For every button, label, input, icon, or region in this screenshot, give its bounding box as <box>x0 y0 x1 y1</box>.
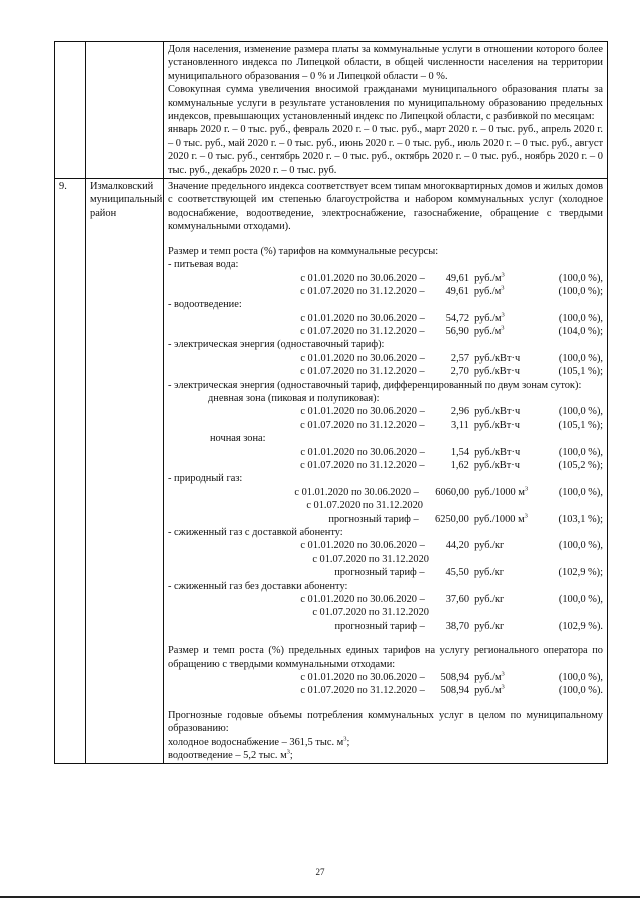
tariffs-title: Размер и темп роста (%) тарифов на коммунальные ресурсы: <box>168 245 439 257</box>
sewer-title: - водоотведение: <box>168 299 242 311</box>
tariff-row: с 01.01.2020 по 30.06.2020 – 49,61 $руб./м^3$ (100,0 %), <box>300 271 604 284</box>
tariff-row: с 01.01.2020 по 30.06.2020 – 2,57 руб./кВт·ч (100,0 %), <box>300 352 604 364</box>
total-increase-paragraph: Совокупная сумма увеличения вносимой гражданами муниципального образования платы за коммунальные услуги в результате установления по муниципальному образованию предельных индексов, превышающих установленный индекс по Липецкой области, с разбивкой по месяцам: <box>168 84 603 123</box>
tariff-row: с 01.07.2020 по 31.12.2020 – 2,70 руб./кВт·ч (105,1 %); <box>300 366 603 378</box>
day-zone-title: дневная зона (пиковая и полупиковая): <box>208 393 380 405</box>
table-row <box>55 179 608 764</box>
tariff-row: с 01.01.2020 по 30.06.2020 – 508,94 $руб./м^3$ (100,0 %), <box>300 670 604 683</box>
row-number: 9. <box>55 179 86 764</box>
index-intro-paragraph: Значение предельного индекса соответствует всем типам многоквартирных домов и жилых домов с соответствующей им степенью благоустройства и набором коммунальных услуг (холодное водоснабжение, водоотведение, электроснабжение, газоснабжение, обращение с твердыми коммунальными отходами). <box>168 181 603 233</box>
tariff-row: прогнозный тариф – 38,70 руб./кг (102,9 %). <box>334 620 604 632</box>
tariff-row: прогнозный тариф – 6250,00 руб./1000 $м^3$ (103,1 %); <box>328 512 603 525</box>
population-share-paragraph: Доля населения, изменение размера платы за коммунальные услуги в отношении которого более установленного индекса по Липецкой области, в общей численности населения на территории муниципального образования – 0 % и Липецкой области – 0 %. <box>168 44 603 82</box>
monthly-breakdown-paragraph: январь 2020 г. – 0 тыс. руб., февраль 2020 г. – 0 тыс. руб., март 2020 г. – 0 тыс. руб., апрель 2020 г. – 0 тыс. руб., май 2020 г. – 0 тыс. руб., июнь 2020 г. – 0 тыс. руб., июль 2020 г. – 0 тыс. руб., август 2020 г. – 0 тыс. руб., сентябрь 2020 г. – 0 тыс. руб., октябрь 2020 г. – 0 тыс. руб., ноябрь 2020 г. – 0 тыс. руб., декабрь 2020 г. – 0 тыс. руб. <box>168 124 603 176</box>
page-number: 27 <box>315 867 325 877</box>
tariff-row: с 01.07.2020 по 31.12.2020 – 3,11 руб./кВт·ч (105,1 %); <box>300 419 603 431</box>
electricity-title: - электрическая энергия (одноставочный тариф): <box>168 339 385 351</box>
tariff-row: с 01.01.2020 по 30.06.2020 – 6060,00 руб./1000 $м^3$ (100,0 %), <box>294 485 603 498</box>
tariff-row: с 01.01.2020 по 30.06.2020 – 1,54 руб./кВт·ч (100,0 %), <box>300 446 604 458</box>
content-cell <box>164 179 608 764</box>
cold-water-volume: холодное водоснабжение – 361,5 тыс. $м^3$; <box>168 735 350 748</box>
table-row <box>55 42 608 179</box>
tariff-row: с 01.07.2020 по 31.12.2020 <box>306 500 423 512</box>
tariff-row: с 01.07.2020 по 31.12.2020 <box>312 607 429 619</box>
tariff-row: с 01.07.2020 по 31.12.2020 <box>312 553 429 565</box>
lpg-delivery-title: - сжиженный газ с доставкой абоненту: <box>168 527 343 539</box>
tariff-row: с 01.01.2020 по 30.06.2020 – 37,60 руб./кг (100,0 %), <box>300 594 604 605</box>
district-name: Измалковский муниципальный район <box>86 179 164 764</box>
volumes-title: Прогнозные годовые объемы потребления коммунальных услуг в целом по муниципальному образованию: <box>168 709 603 735</box>
row-number-cell-empty <box>55 42 86 179</box>
tariff-row: с 01.07.2020 по 31.12.2020 – 56,90 $руб./м^3$ (104,0 %); <box>300 324 603 338</box>
natural-gas-title: - природный газ: <box>168 473 243 485</box>
lpg-nodelivery-title: - сжиженный газ без доставки абоненту: <box>168 580 348 592</box>
bottom-divider <box>0 896 640 898</box>
water-title: - питьевая вода: <box>168 259 239 271</box>
indices-table <box>54 41 608 764</box>
night-zone-title: ночная зона: <box>210 433 266 445</box>
tariff-row: прогнозный тариф – 45,50 руб./кг (102,9 %); <box>334 567 603 579</box>
sewerage-volume: водоотведение – 5,2 тыс. $м^3$; <box>168 748 293 761</box>
district-cell-empty <box>86 42 164 179</box>
tariff-row: с 01.07.2020 по 31.12.2020 – 1,62 руб./кВт·ч (105,2 %); <box>300 460 603 472</box>
waste-tariffs-title: Размер и темп роста (%) предельных единых тарифов на услугу регионального оператора по обращению с твердыми коммунальными отходами: <box>168 645 603 670</box>
electricity-zones-title: - электрическая энергия (одноставочный тариф, дифференцированный по двум зонам суток): <box>168 379 582 391</box>
tariff-row: с 01.07.2020 по 31.12.2020 – 508,94 $руб./м^3$ (100,0 %). <box>300 683 604 697</box>
tariff-row: с 01.01.2020 по 30.06.2020 – 2,96 руб./кВт·ч (100,0 %), <box>300 406 604 418</box>
tariff-row: с 01.01.2020 по 30.06.2020 – 54,72 $руб./м^3$ (100,0 %), <box>300 311 604 324</box>
tariff-row: с 01.01.2020 по 30.06.2020 – 44,20 руб./кг (100,0 %), <box>300 540 604 552</box>
tariff-row: с 01.07.2020 по 31.12.2020 – 49,61 $руб./м^3$ (100,0 %); <box>300 284 603 297</box>
content-cell <box>164 42 608 179</box>
